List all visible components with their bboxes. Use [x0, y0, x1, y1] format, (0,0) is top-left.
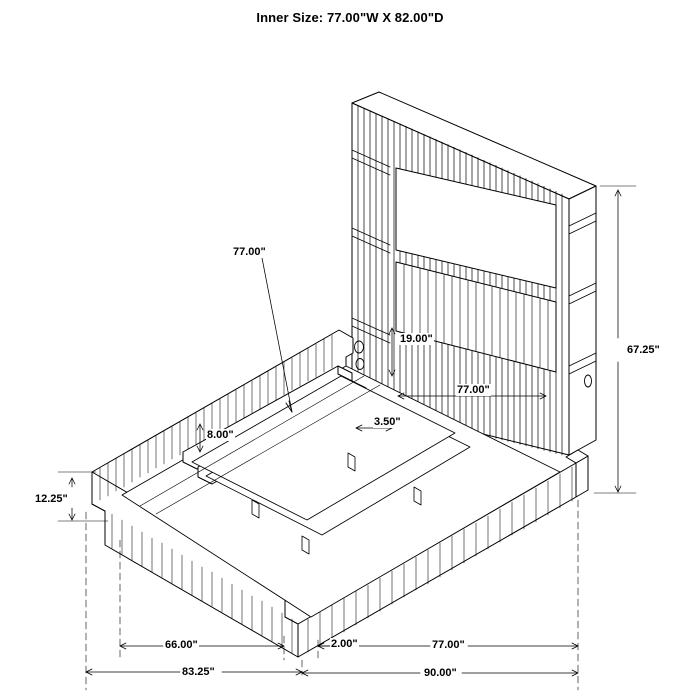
dim-label-overall-depth: 83.25" — [182, 666, 215, 678]
dim-label-inner-width: 77.00" — [457, 384, 490, 396]
dim-label-overall-height: 67.25" — [627, 344, 660, 356]
dim-label-slat-width: 3.50" — [374, 416, 401, 428]
dim-label-inner-depth-bottom: 77.00" — [432, 639, 465, 651]
dim-label-rail-height: 8.00" — [207, 429, 234, 441]
dim-label-rail-thickness: 2.00" — [331, 638, 358, 650]
dim-label-deck-height: 12.25" — [35, 493, 68, 505]
dim-label-mattress-width-callout: 77.00" — [233, 246, 266, 258]
dim-label-side-rail-length: 66.00" — [165, 639, 198, 651]
page-title: Inner Size: 77.00"W X 82.00"D — [256, 10, 444, 25]
dim-label-headboard-panel-height: 19.00" — [400, 333, 433, 345]
dim-label-overall-width: 90.00" — [424, 667, 457, 679]
